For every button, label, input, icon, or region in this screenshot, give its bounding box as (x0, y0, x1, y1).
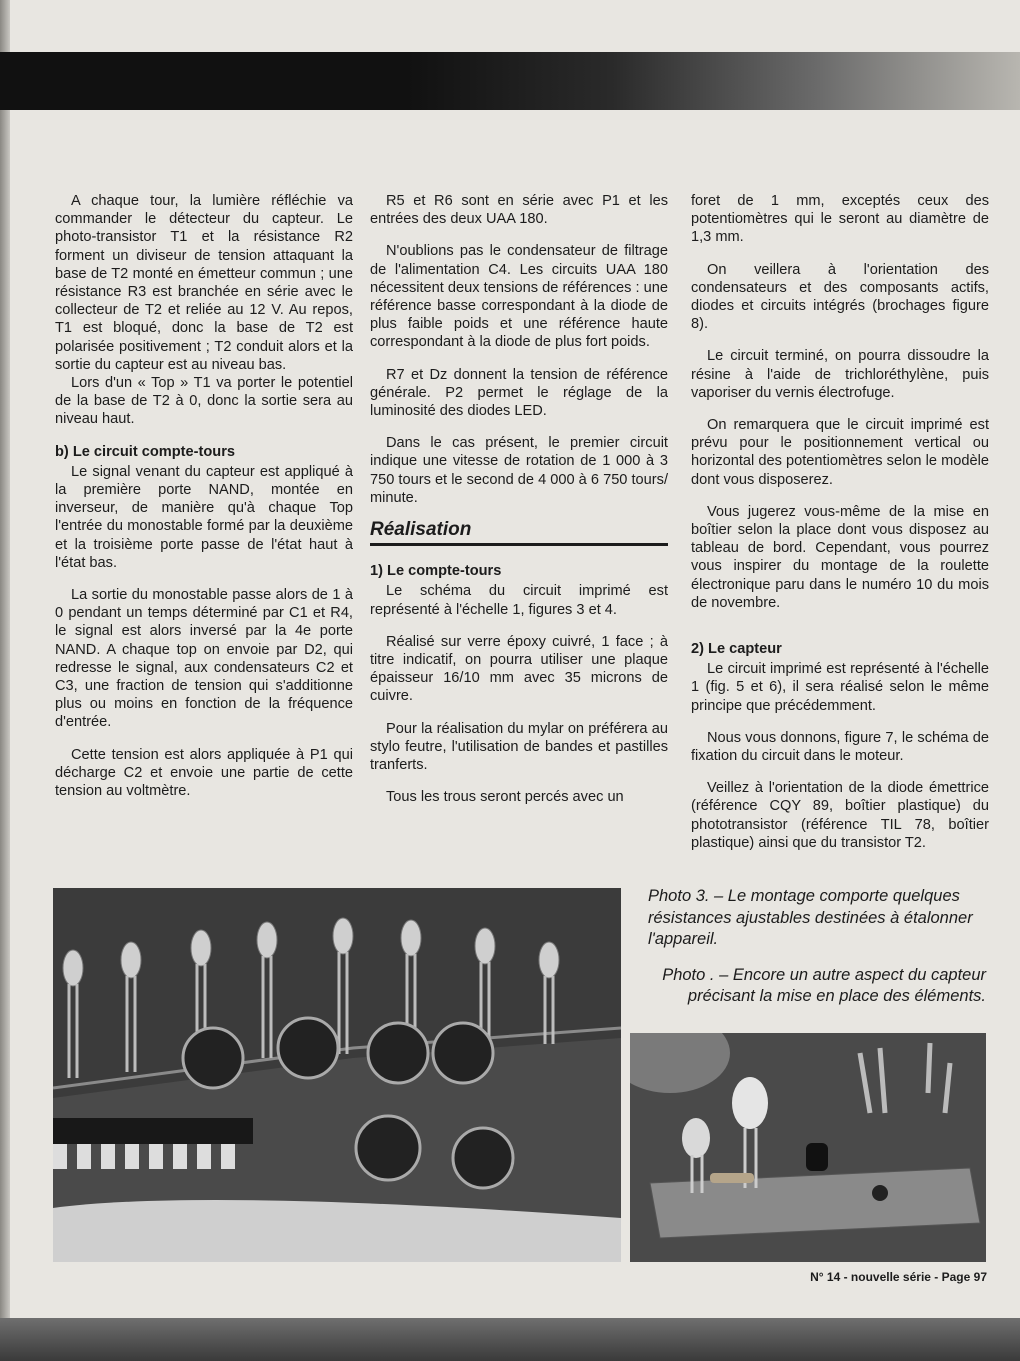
header-band (0, 52, 1020, 110)
paragraph: Réalisé sur verre époxy cuivré, 1 face ; à titre indicatif, on pourra utiliser une plaque épaisseur 16/10 mm avec 35 microns de cuivre. (370, 633, 668, 705)
paragraph: Veillez à l'orientation de la diode émettrice (référence CQY 89, boîtier plastique) du phototransistor (référence TIL 78, boîtier plastique) ainsi que du transistor T2. (691, 780, 989, 851)
paragraph: Cette tension est alors appliquée à P1 qui décharge C2 et envoie une partie de cette tension au voltmètre. (55, 746, 353, 800)
paragraph: R5 et R6 sont en série avec P1 et les entrées des deux UAA 180. (370, 193, 668, 228)
paragraph: La sortie du monostable passe alors de 1 à 0 pendant un temps déterminé par C1 et R4, le signal est alors inversé par la 4e porte NAND. A chaque top on envoie par D2, qui redresse le signal, aux condensateurs C2 et C3, une fraction de tension qui s'additionne plus ou moins en fonction de la fréquence d'entrée. (55, 587, 353, 731)
subheading: 2) Le capteur (691, 641, 782, 658)
photo-captions (640, 886, 986, 1008)
circuit-board-illustration (53, 888, 621, 1262)
paragraph: On veillera à l'orientation des condensateurs et des composants actifs, diodes et circuits intégrés (brochages figure 8). (691, 261, 989, 333)
page-footer: N° 14 - nouvelle série - Page 97 (810, 1270, 987, 1284)
paragraph: Lors d'un « Top » T1 va porter le potentiel de la base de T2 à 0, donc la sortie sera au niveau haut. (55, 375, 353, 428)
text-column-2 (370, 192, 668, 820)
subheading: 1) Le compte-tours (370, 563, 502, 580)
text-column-1 (55, 192, 353, 814)
paragraph: A chaque tour, la lumière réfléchie va commander le détecteur du capteur. Le photo-transistor T1 et la résistance R2 forment un diviseur de tension attaquant la base de T2 monté en émetteur commun ; une résistance R3 est branchée en série avec le collecteur de T2 et reliée au 12 V. Au repos, T1 est bloqué, donc la base de T2 est polarisée positivement ; T2 conduit alors et la sortie du capteur est au niveau bas. (55, 193, 353, 373)
caption-photo-3: Photo 3. – Le montage comporte quelques résistances ajustables destinées à étalonner l'appareil. (648, 887, 973, 948)
paragraph: Le circuit terminé, on pourra dissoudre la résine à l'aide de trichloréthylène, puis vaporiser du vernis électrofuge. (691, 348, 989, 401)
paragraph: Pour la réalisation du mylar on préférera au stylo feutre, l'utilisation de bandes et pastilles tranferts. (370, 720, 668, 774)
paragraph: Dans le cas présent, le premier circuit indique une vitesse de rotation de 1 000 à 3 750 tours et le second de 4 000 à 6 750 tours/ minute. (370, 435, 668, 506)
sensor-illustration (630, 1033, 986, 1262)
paragraph: Le circuit imprimé est représenté à l'échelle 1 (fig. 5 et 6), il sera réalisé selon le même principe que précédemment. (691, 661, 989, 714)
photo-sensor (630, 1033, 986, 1262)
footer-band (0, 1318, 1020, 1361)
paragraph: Vous jugerez vous-même de la mise en boîtier selon la place dont vous disposez au tableau de bord. Cependant, vous pourrez vous inspirer du montage de la roulette électronique paru dans le numéro 10 du mois de novembre. (691, 503, 989, 611)
caption-photo-4: Photo . – Encore un autre aspect du capteur précisant la mise en place des éléments. (662, 965, 986, 1005)
paragraph: N'oublions pas le condensateur de filtrage de l'alimentation C4. Les circuits UAA 180 nécessitent deux tensions de références : une référence basse correspondant à la diode de plus faible poids et une référence haute correspondant à la diode de plus fort poids. (370, 243, 668, 351)
paragraph: Tous les trous seront percés avec un (386, 789, 624, 806)
paragraph: R7 et Dz donnent la tension de référence générale. P2 permet le réglage de la luminosité des diodes LED. (370, 366, 668, 420)
paragraph: Nous vous donnons, figure 7, le schéma de fixation du circuit dans le moteur. (691, 729, 989, 765)
paragraph: foret de 1 mm, exceptés ceux des potentiomètres qui le seront au diamètre de 1,3 mm. (691, 193, 989, 246)
paragraph: Le schéma du circuit imprimé est représenté à l'échelle 1, figures 3 et 4. (370, 583, 668, 618)
section-heading: Réalisation (370, 521, 668, 546)
text-column-3 (691, 192, 989, 866)
paragraph: On remarquera que le circuit imprimé est prévu pour le positionnement vertical ou horizontal des potentiomètres selon le modèle dont vous disposerez. (691, 417, 989, 488)
page-left-edge (0, 0, 10, 1361)
subheading: b) Le circuit compte-tours (55, 443, 236, 460)
photo-circuit-board (53, 888, 621, 1262)
paragraph: Le signal venant du capteur est appliqué à la première porte NAND, montée en inverseur, de manière qu'à chaque Top l'entrée du monostable formé par la deuxième et la troisième porte passe de l'état haut à l'état bas. (55, 463, 353, 571)
